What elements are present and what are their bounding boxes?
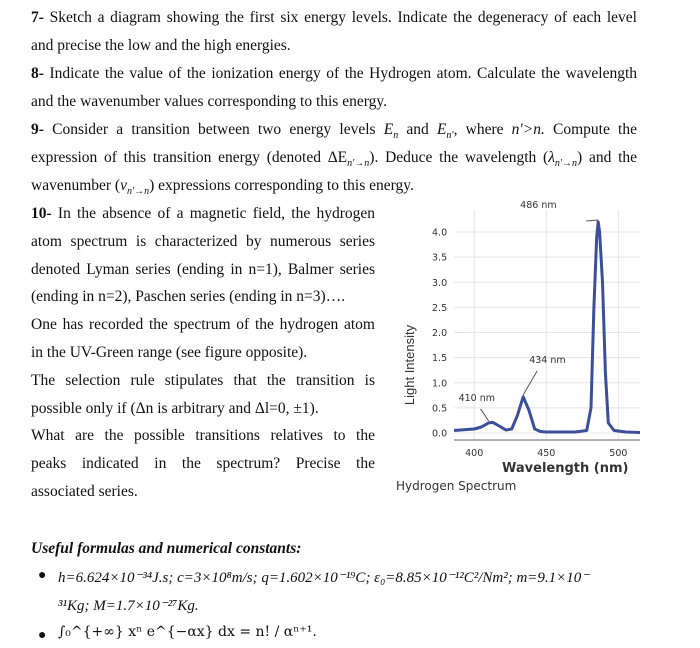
question-10-row: (ending in n=2), Paschen series (ending in n=3)…. <box>31 288 346 306</box>
question-10-row: The selection rule stipulates that the transition is <box>31 371 375 389</box>
svg-text:450: 450 <box>537 448 556 459</box>
hydrogen-spectrum-chart <box>390 200 700 500</box>
question-10-row: 10- In the absence of a magnetic field, the hydrogen <box>31 205 375 222</box>
svg-text:2.5: 2.5 <box>432 302 448 314</box>
question-7-line-2: and precise the low and the high energies. <box>31 37 291 54</box>
question-10-row: associated series. <box>31 482 138 500</box>
svg-text:3.5: 3.5 <box>432 252 448 264</box>
question-10-row: peaks indicated in the spectrum? Precise the <box>31 455 375 473</box>
bullet-icon: ● <box>38 628 47 643</box>
question-8-number: 8- <box>31 65 44 82</box>
constants-line-1: h=6.624×10⁻³⁴J.s; c=3×10⁸m/s; q=1.602×10⁻¹⁹C; ε₀=8.85×10⁻¹²C²/Nm²; m=9.1×10⁻ <box>58 570 590 586</box>
y-axis-label: Light Intensity <box>402 324 417 406</box>
svg-text:0.5: 0.5 <box>432 403 448 415</box>
y-axis-ticks <box>432 228 447 440</box>
peak-label: 434 nm <box>529 354 566 366</box>
question-10-row: denoted Lyman series (ending in n=1), Balmer series <box>31 260 375 278</box>
svg-text:4.0: 4.0 <box>432 227 448 239</box>
peak-label: 410 nm <box>458 392 496 404</box>
question-10 <box>31 204 375 510</box>
bullet-icon: ● <box>38 568 47 583</box>
question-9-number: 9- <box>31 121 44 138</box>
question-9-line-2: expression of this transition energy (denoted $\Delta E_{n'\to n}$). Deduce the wavelength $(\lambda_{n'\to n})$ and the <box>31 149 638 170</box>
chart-title: Hydrogen Spectrum <box>396 479 517 493</box>
svg-text:1.5: 1.5 <box>432 353 448 365</box>
integral-formula: ∫₀^{+∞} xⁿ e^{−αx} dx = n! / αⁿ⁺¹. <box>58 624 317 640</box>
question-8-line-1: 8- Indicate the value of the ionization energy of the Hydrogen atom. Calculate the wavelength <box>31 65 638 82</box>
svg-text:500: 500 <box>609 448 628 459</box>
question-10-row: atom spectrum is characterized by numerous series <box>31 232 375 250</box>
question-9-line-3: wavenumber $(\nu_{n'\to n})$ expressions corresponding to this energy. <box>31 177 414 198</box>
svg-text:3.0: 3.0 <box>432 277 448 289</box>
question-10-row: possible only if (Δn is arbitrary and Δl=0, ±1). <box>31 399 319 417</box>
question-7-line-1: 7- Sketch a diagram showing the first six energy levels. Indicate the degeneracy of each level <box>31 9 637 26</box>
peak-annotations <box>459 200 599 421</box>
question-7-number: 7- <box>31 9 44 26</box>
chart-grid <box>454 210 640 440</box>
question-10-row: One has recorded the spectrum of the hydrogen atom <box>31 316 375 334</box>
question-10-row: What are the possible transitions relatives to the <box>31 427 375 445</box>
x-axis-label: Wavelength (nm) <box>502 461 629 476</box>
question-9-line-1: 9- Consider a transition between two energy levels $E_n$ and $E_{n'}$, where n'>n. Compute the <box>31 121 637 142</box>
svg-text:2.0: 2.0 <box>432 328 448 339</box>
svg-text:1.0: 1.0 <box>432 378 448 390</box>
x-axis-ticks <box>465 448 627 459</box>
question-10-row: in the UV-Green range (see figure opposite). <box>31 343 308 361</box>
constants-line-2: ³¹Kg; M=1.7×10⁻²⁷Kg. <box>58 598 199 614</box>
svg-text:0.0: 0.0 <box>432 428 448 440</box>
formulas-heading: Useful formulas and numerical constants: <box>31 540 302 557</box>
svg-text:400: 400 <box>465 448 484 459</box>
question-8-line-2: and the wavenumber values corresponding to this energy. <box>31 93 387 110</box>
peak-label: 486 nm <box>520 200 557 211</box>
